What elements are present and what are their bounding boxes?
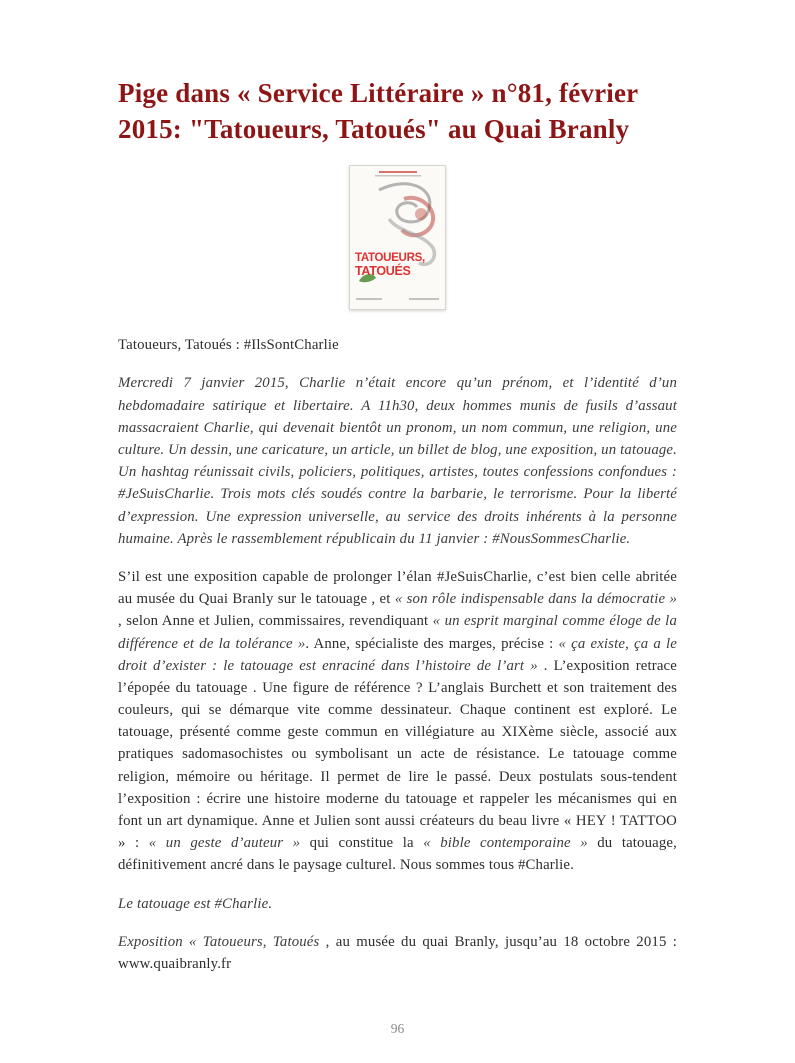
cover-imprint-mark <box>356 298 382 300</box>
book-cover-image <box>349 165 446 310</box>
text-segment: , au musée du quai Branly, jusqu’au 18 octobre 2015 : <box>325 933 677 950</box>
text-segment: qui constitue la <box>300 835 424 852</box>
cover-credit-mark <box>375 175 421 177</box>
paragraph-exhibition-info <box>118 931 677 975</box>
paragraph-exposition <box>118 566 677 877</box>
text-segment: S’il est une exposition capable de prolonger l’élan #JeSuisCharlie, c’est bien celle abritée au musée du Quai Branly sur le tatouage , et <box>118 568 677 608</box>
cover-figure <box>349 165 446 310</box>
quote-segment: « ça existe, ça a le droit d’exister : le tatouage est enraciné dans l’histoire de l’art » <box>118 635 677 674</box>
quote-segment: « un geste d’auteur » <box>148 835 301 852</box>
text-segment: . L’exposition retrace l’épopée du tatouage . Une figure de référence ? L’anglais Burchett et son traitement des couleurs, qui se démarque vite comme dessinateur. Chaque continent est exploré. Le tatouage, présenté comme geste commun en villégiature au XIXème siècle, associé aux pratiques sadomasochistes ou symbolisant un acte de résistance. Le tatouage comme religion, mémoire ou héritage. Il permet de lire le passé. Deux postulats sous-tendent l’exposition : écrire une histoire moderne du tatouage et rappeler les mécanismes qui en font un art dynamique. Anne et Julien sont aussi créateurs du beau livre « HEY ! TATTOO » : <box>118 657 677 852</box>
paragraph-tatouage-charlie: Le tatouage est #Charlie. <box>118 895 273 912</box>
cover-imprint-mark <box>409 298 439 300</box>
cover-artwork <box>415 208 427 220</box>
cover-credit-mark <box>379 171 417 173</box>
exhibition-name: Exposition « Tatoueurs, Tatoués <box>118 933 326 950</box>
text-segment: , selon Anne et Julien, commissaires, revendiquant <box>118 613 433 630</box>
page-number: 96 <box>390 1021 405 1036</box>
article-title: Pige dans « Service Littéraire » n°81, février 2015: "Tatoueurs, Tatoués" au Quai Branly <box>118 78 638 144</box>
cover-title-line1: TATOUEURS, <box>355 252 425 265</box>
quote-segment: « bible contemporaine » <box>423 835 588 852</box>
cover-title-line2: TATOUÉS <box>355 264 411 279</box>
paragraph-hashtag-intro: Tatoueurs, Tatoués : #IlsSontCharlie <box>118 337 339 354</box>
quote-segment: « un esprit marginal comme éloge de la différence et de la tolérance » <box>118 613 677 652</box>
exhibition-url: www.quaibranly.fr <box>118 955 232 972</box>
paragraph-charlie-narrative: Mercredi 7 janvier 2015, Charlie n’était encore qu’un prénom, et l’identité d’un hebdomadaire satirique et libertaire. A 11h30, deux hommes munis de fusils d’assaut massacraient Charlie, qui devenait bientôt un pronom, un nom commun, une religion, une culture. Un dessin, une caricature, un article, un billet de blog, une exposition, un tatouage. Un hashtag réunissait civils, policiers, politiques, artistes, toutes confessions confondues : #JeSuisCharlie. Trois mots clés soudés contre la barbarie, le terrorisme. Pour la liberté d’expression. Une expression universelle, au service des droits inhérents à la personne humaine. Après le rassemblement républicain du 11 janvier : #NousSommesCharlie. <box>118 375 677 547</box>
text-segment: . Anne, spécialiste des marges, précise : <box>305 635 559 652</box>
text-segment: du tatouage, définitivement ancré dans le paysage culturel. Nous sommes tous #Charlie. <box>118 835 677 874</box>
quote-segment: « son rôle indispensable dans la démocratie » <box>394 591 677 608</box>
